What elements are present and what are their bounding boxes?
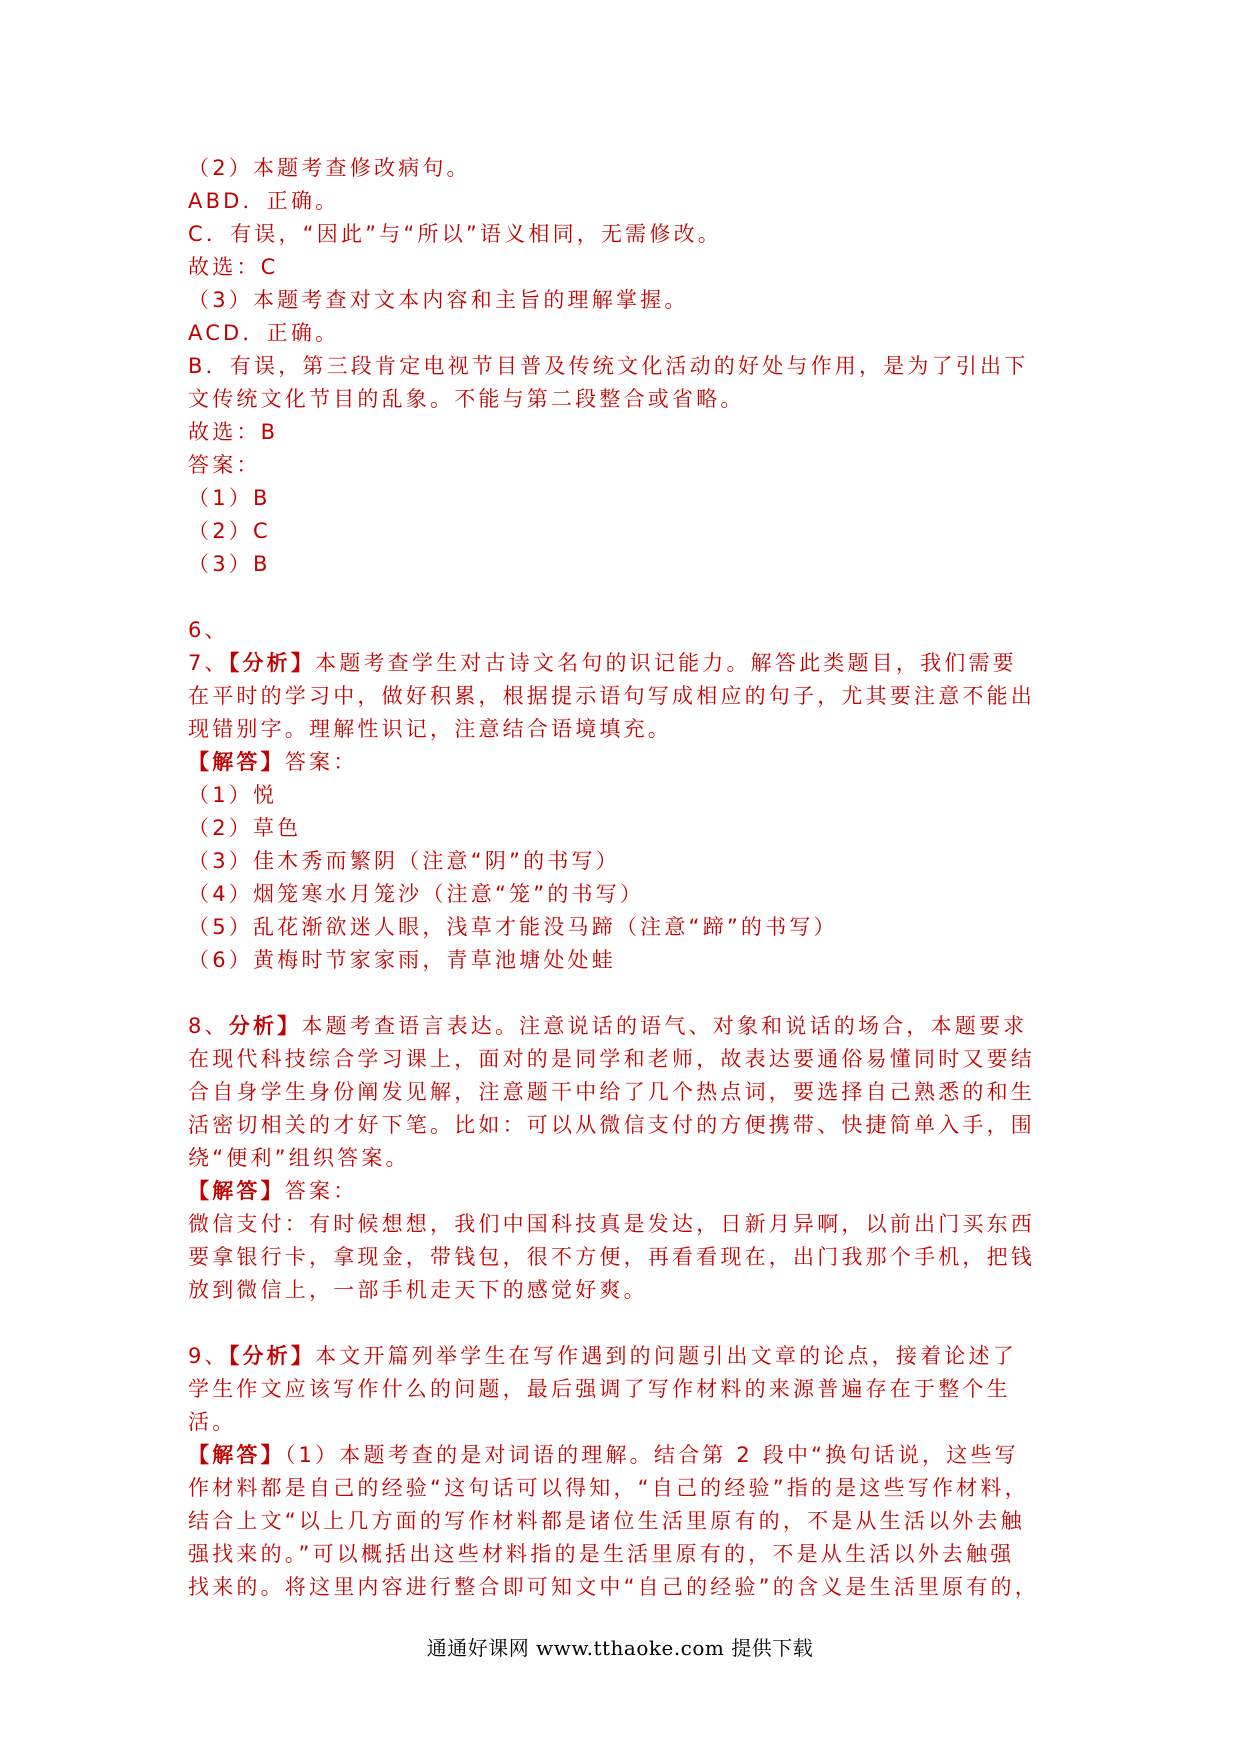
text-line: 学生作文应该写作什么的问题，最后强调了写作材料的来源普遍存在于整个生 <box>188 1377 1011 1401</box>
text-line: 6、 <box>188 618 229 642</box>
text-line: （2）C <box>188 519 271 543</box>
text-line: （2）本题考查修改病句。 <box>188 156 471 180</box>
text-line: 强找来的。”可以概括出这些材料指的是生活里原有的，不是从生活以外去触强 <box>188 1542 1015 1566</box>
text-line: 绕“便利”组织答案。 <box>188 1146 410 1170</box>
section-label: 【解答】 <box>188 1443 285 1467</box>
section-label: 【分析】 <box>228 651 316 675</box>
text-line: 作材料都是自己的经验“这句话可以得知，“自己的经验”指的是这些写作材料， <box>188 1476 1029 1500</box>
text-line: B．有误，第三段肯定电视节目普及传统文化活动的好处与作用，是为了引出下 <box>188 354 1029 378</box>
line-text: 答案： <box>284 1179 358 1203</box>
section-label: 【分析】 <box>228 1344 316 1368</box>
text-line <box>188 1175 1058 1208</box>
text-line: 活。 <box>188 1410 237 1434</box>
text-line <box>188 1010 1058 1043</box>
text-line: 现错别字。理解性识记，注意结合语境填充。 <box>188 717 672 741</box>
text-line <box>188 746 1058 779</box>
question-number: 7、 <box>188 651 229 675</box>
text-line: （6）黄梅时节家家雨，青草池塘处处蛙 <box>188 948 616 972</box>
text-line: 故选：C <box>188 255 279 279</box>
text-line: 在平时的学习中，做好积累，根据提示语句写成相应的句子，尤其要注意不能出 <box>188 684 1035 708</box>
section-label: 【解答】 <box>188 750 285 774</box>
text-line: （1）悦 <box>188 783 278 807</box>
text-line: 合自身学生身份阐发见解，注意题干中给了几个热点词，要选择自己熟悉的和生 <box>188 1080 1035 1104</box>
text-line: 活密切相关的才好下笔。比如：可以从微信支付的方便携带、快捷简单入手，围 <box>188 1113 1035 1137</box>
text-line: 微信支付：有时候想想，我们中国科技真是发达，日新月异啊，以前出门买东西 <box>188 1212 1035 1236</box>
text-line: 找来的。将这里内容进行整合即可知文中“自己的经验”的含义是生活里原有的， <box>188 1575 1039 1599</box>
text-line: 在现代科技综合学习课上，面对的是同学和老师，故表达要通俗易懂同时又要结 <box>188 1047 1035 1071</box>
page-footer: 通通好课网 www.tthaoke.com 提供下载 <box>426 1636 814 1660</box>
text-line: （1）B <box>188 486 271 510</box>
text-line: 答案： <box>188 453 261 477</box>
line-text: （1）本题考查的是对词语的理解。结合第 2 段中“换句话说，这些写 <box>284 1443 1019 1467</box>
text-line: （5）乱花渐欲迷人眼，浅草才能没马蹄（注意“蹄”的书写） <box>188 915 838 939</box>
line-text: 本题考查语言表达。注意说话的语气、对象和说话的场合，本题要求 <box>301 1014 1028 1038</box>
paragraph-gap <box>188 1307 1058 1340</box>
paragraph-gap <box>188 977 1058 1010</box>
text-line: 故选：B <box>188 420 279 444</box>
section-label: 【解答】 <box>188 1179 285 1203</box>
text-line: 文传统文化节目的乱象。不能与第二段整合或省略。 <box>188 387 745 411</box>
text-line: （3）佳木秀而繁阴（注意“阴”的书写） <box>188 849 620 873</box>
text-line <box>188 1439 1058 1472</box>
text-line: C．有误，“因此”与“所以”语义相同，无需修改。 <box>188 222 722 246</box>
text-line: （2）草色 <box>188 816 302 840</box>
line-text: 答案： <box>284 750 358 774</box>
paragraph-gap <box>188 581 1058 614</box>
text-line <box>188 1340 1058 1373</box>
text-line: 放到微信上，一部手机走天下的感觉好爽。 <box>188 1278 648 1302</box>
text-line: 要拿银行卡，拿现金，带钱包，很不方便，再看看现在，出门我那个手机，把钱 <box>188 1245 1035 1269</box>
text-line: （4）烟笼寒水月笼沙（注意“笼”的书写） <box>188 882 645 906</box>
text-line: 结合上文“以上几方面的写作材料都是诸位生活里原有的，不是从生活以外去触 <box>188 1509 1025 1533</box>
text-line: （3）本题考查对文本内容和主旨的理解掌握。 <box>188 288 689 312</box>
text-line: ABD．正确。 <box>188 189 340 213</box>
question-number: 9、 <box>188 1344 229 1368</box>
text-line: （3）B <box>188 552 271 576</box>
document-body <box>188 152 1058 1604</box>
line-text: 本文开篇列举学生在写作遇到的问题引出文章的论点，接着论述了 <box>315 1344 1017 1368</box>
line-text: 本题考查学生对古诗文名句的识记能力。解答此类题目，我们需要 <box>315 651 1017 675</box>
question-number: 8、 <box>188 1014 229 1038</box>
text-line <box>188 647 1058 680</box>
section-label: 分析】 <box>228 1014 302 1038</box>
text-line: ACD．正确。 <box>188 321 340 345</box>
